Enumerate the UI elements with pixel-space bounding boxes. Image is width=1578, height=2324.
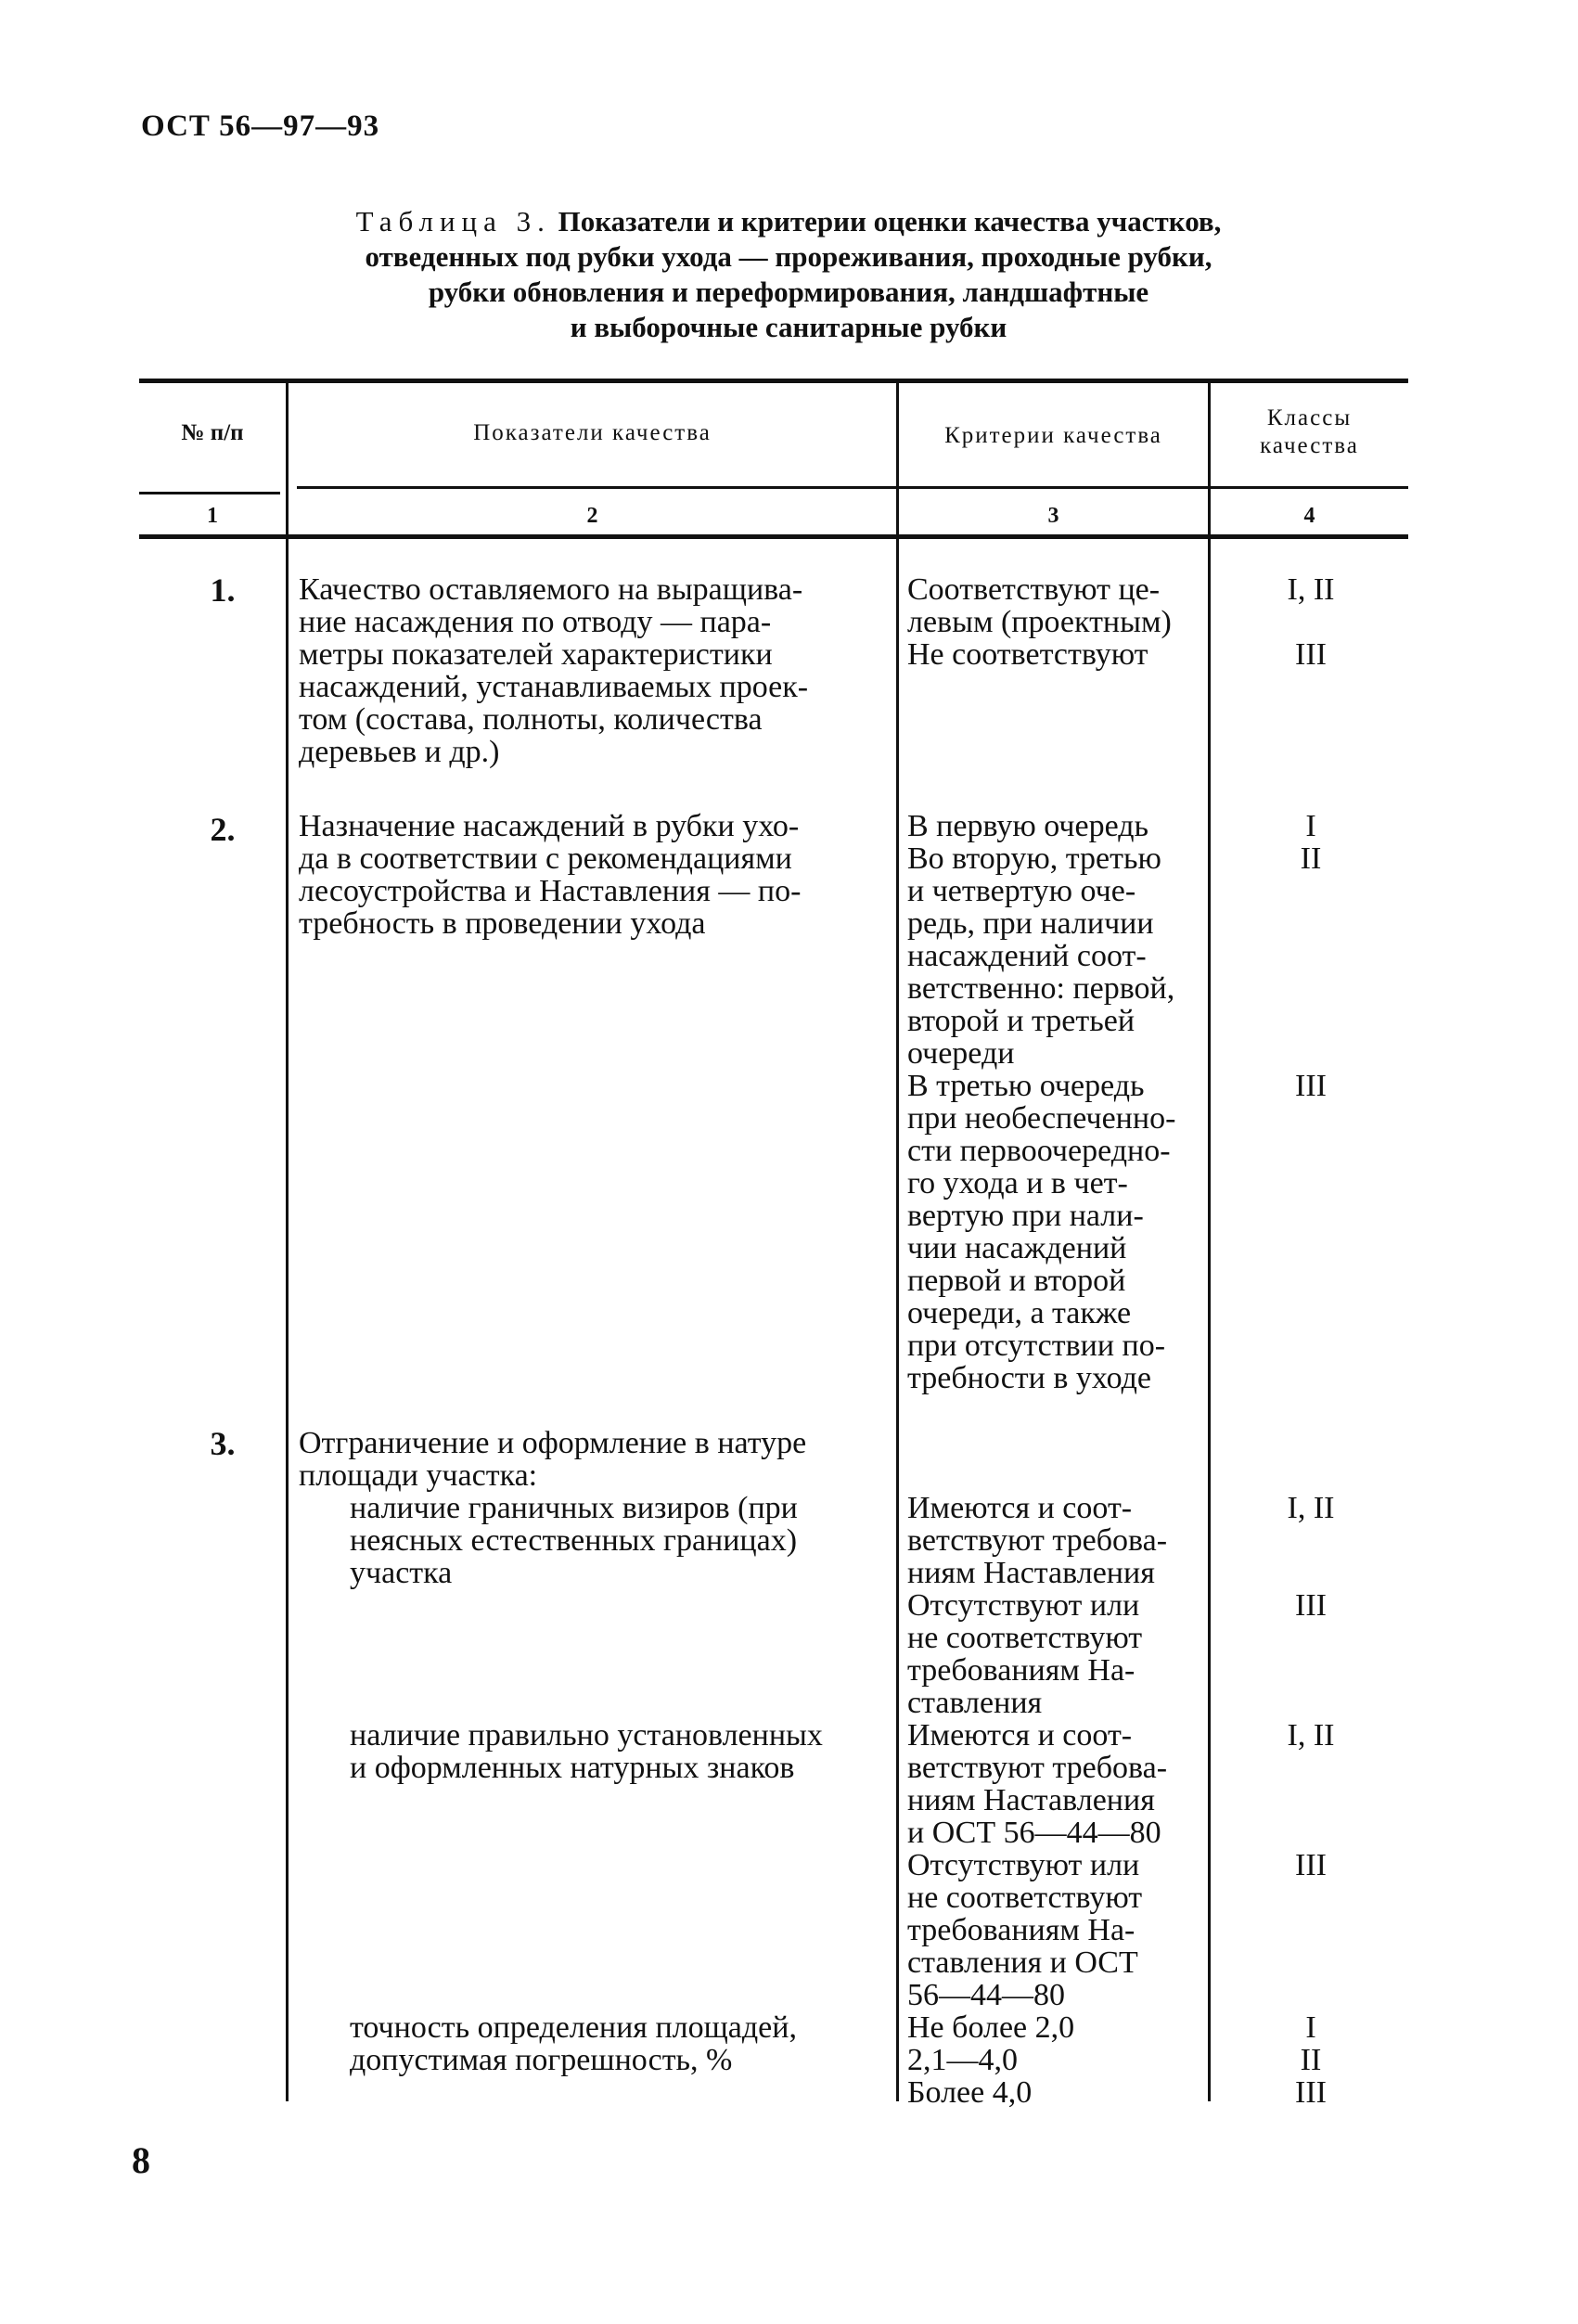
indicator-text bbox=[299, 573, 892, 768]
criteria-line: Более 4,0 bbox=[907, 2075, 1033, 2110]
criteria-text bbox=[907, 2011, 1200, 2109]
criteria-line: вертую при нали- bbox=[907, 1199, 1144, 1233]
criteria-line: В третью очередь bbox=[907, 1069, 1145, 1103]
indicator-text bbox=[299, 810, 892, 940]
table-caption-line: и выборочные санитарные рубки bbox=[570, 311, 1007, 343]
quality-class: I, II bbox=[1287, 1718, 1335, 1753]
header-rule-left bbox=[139, 492, 280, 494]
row-number: 2. bbox=[210, 811, 236, 848]
indicator-line: да в соответствии с рекомендациями bbox=[299, 841, 792, 876]
criteria-line: Не более 2,0 bbox=[907, 2010, 1075, 2045]
criteria-line: Отсутствуют или bbox=[907, 1848, 1140, 1882]
table-caption bbox=[139, 204, 1438, 345]
indicator-line: лесоустройства и Наставления — по- bbox=[299, 874, 802, 908]
quality-class: III bbox=[1295, 637, 1327, 672]
quality-class: I bbox=[1305, 2010, 1316, 2045]
criteria-line: требованиям На- bbox=[907, 1653, 1135, 1688]
header-classes-line: качества bbox=[1260, 433, 1359, 458]
table-caption-line: отведенных под рубки ухода — прореживания, проходные рубки, bbox=[365, 240, 1212, 273]
criteria-line: очереди bbox=[907, 1036, 1015, 1071]
column-number: 3 bbox=[1047, 504, 1059, 528]
criteria-line: ветствуют требова- bbox=[907, 1751, 1168, 1785]
criteria-line: ставления bbox=[907, 1686, 1043, 1720]
criteria-line: не соответствуют bbox=[907, 1621, 1143, 1655]
criteria-line: чии насаждений bbox=[907, 1231, 1127, 1265]
criteria-line: второй и третьей bbox=[907, 1004, 1135, 1038]
criteria-line: первой и второй bbox=[907, 1264, 1126, 1298]
header-criteria: Критерии качества bbox=[944, 423, 1162, 448]
row-number: 3. bbox=[210, 1425, 236, 1462]
indicator-line: Отграничение и оформление в натуре bbox=[299, 1426, 807, 1460]
indicator-line: площади участка: bbox=[299, 1458, 538, 1493]
column-number: 4 bbox=[1303, 504, 1315, 528]
indicator-line: ние насаждения по отводу — пара- bbox=[299, 605, 772, 639]
criteria-line: го ухода и в чет- bbox=[907, 1166, 1128, 1201]
quality-class: III bbox=[1295, 2075, 1327, 2110]
indicator-line: насаждений, устанавливаемых проек- bbox=[299, 670, 809, 704]
criteria-text bbox=[907, 1719, 1200, 2011]
indicator-line: Качество оставляемого на выращива- bbox=[299, 572, 803, 607]
table-caption-line: рубки обновления и переформирования, ландшафтные bbox=[428, 276, 1149, 308]
criteria-line: при необеспеченно- bbox=[907, 1101, 1176, 1136]
table-caption-lead: Таблица 3. bbox=[355, 205, 551, 238]
criteria-line: сти первоочередно- bbox=[907, 1134, 1171, 1168]
table-caption-line: Показатели и критерии оценки качества участков, bbox=[558, 205, 1222, 238]
column-divider-1 bbox=[286, 383, 289, 2101]
indicator-text bbox=[299, 1719, 892, 1784]
table-top-rule bbox=[139, 379, 1408, 383]
column-divider-3 bbox=[1208, 383, 1211, 2101]
header-classes bbox=[1211, 404, 1408, 460]
criteria-line: ветственно: первой, bbox=[907, 971, 1175, 1006]
criteria-line: Отсутствуют или bbox=[907, 1588, 1140, 1623]
indicator-line: допустимая погрешность, % bbox=[350, 2043, 733, 2077]
criteria-line: В первую очередь bbox=[907, 809, 1149, 843]
criteria-line: и ОСТ 56—44—80 bbox=[907, 1816, 1161, 1850]
criteria-line: Во вторую, третью bbox=[907, 841, 1161, 876]
indicator-line: том (состава, полноты, количества bbox=[299, 702, 763, 737]
criteria-line: ставления и ОСТ bbox=[907, 1945, 1138, 1980]
quality-class: I bbox=[1305, 809, 1316, 843]
criteria-line: Имеются и соот- bbox=[907, 1718, 1133, 1753]
indicator-line: деревьев и др.) bbox=[299, 735, 500, 769]
numbers-rule bbox=[139, 534, 1408, 539]
criteria-line: очереди, а также bbox=[907, 1296, 1132, 1330]
header-classes-line: Классы bbox=[1266, 405, 1353, 430]
indicator-text bbox=[299, 1427, 892, 1492]
criteria-line: левым (проектным) bbox=[907, 605, 1172, 639]
quality-class: I, II bbox=[1287, 572, 1335, 607]
document-code-header: ОСТ 56—97—93 bbox=[141, 109, 380, 143]
criteria-text bbox=[907, 810, 1200, 1394]
indicator-line: метры показателей характеристики bbox=[299, 637, 773, 672]
criteria-line: ниям Наставления bbox=[907, 1783, 1155, 1817]
criteria-line: насаждений соот- bbox=[907, 939, 1147, 973]
criteria-line: Имеются и соот- bbox=[907, 1491, 1133, 1525]
quality-class: II bbox=[1300, 841, 1322, 876]
column-number: 1 bbox=[207, 504, 218, 528]
criteria-line: 56—44—80 bbox=[907, 1978, 1065, 2012]
criteria-line: при отсутствии по- bbox=[907, 1329, 1166, 1363]
quality-class: III bbox=[1295, 1588, 1327, 1623]
indicator-text bbox=[299, 1492, 892, 1589]
indicator-text bbox=[299, 2011, 892, 2076]
criteria-line: и четвертую оче- bbox=[907, 874, 1136, 908]
criteria-line: ниям Наставления bbox=[907, 1556, 1155, 1590]
indicator-line: наличие правильно установленных bbox=[350, 1718, 823, 1753]
indicator-line: точность определения площадей, bbox=[350, 2010, 797, 2045]
header-rule bbox=[297, 486, 1408, 489]
page-number: 8 bbox=[132, 2139, 150, 2181]
quality-class: I, II bbox=[1287, 1491, 1335, 1525]
criteria-text bbox=[907, 1492, 1200, 1719]
criteria-line: 2,1—4,0 bbox=[907, 2043, 1018, 2077]
quality-class: II bbox=[1300, 2043, 1322, 2077]
row-number: 1. bbox=[210, 571, 236, 609]
header-indicators: Показатели качества bbox=[473, 420, 712, 445]
criteria-line: требности в уходе bbox=[907, 1361, 1152, 1395]
criteria-line: редь, при наличии bbox=[907, 906, 1154, 941]
indicator-line: и оформленных натурных знаков bbox=[350, 1751, 795, 1785]
column-divider-2 bbox=[896, 383, 899, 2101]
criteria-line: Не соответствуют bbox=[907, 637, 1148, 672]
quality-class: III bbox=[1295, 1848, 1327, 1882]
criteria-line: требованиям На- bbox=[907, 1913, 1135, 1947]
criteria-line: не соответствуют bbox=[907, 1881, 1143, 1915]
header-number: № п/п bbox=[181, 420, 244, 445]
indicator-line: Назначение насаждений в рубки ухо- bbox=[299, 809, 800, 843]
criteria-line: ветствуют требова- bbox=[907, 1523, 1168, 1558]
indicator-line: участка bbox=[350, 1556, 453, 1590]
criteria-text bbox=[907, 573, 1200, 671]
indicator-line: требность в проведении ухода bbox=[299, 906, 706, 941]
indicator-line: наличие граничных визиров (при bbox=[350, 1491, 798, 1525]
indicator-line: неясных естественных границах) bbox=[350, 1523, 798, 1558]
column-number: 2 bbox=[586, 504, 598, 528]
criteria-line: Соответствуют це- bbox=[907, 572, 1161, 607]
quality-class: III bbox=[1295, 1069, 1327, 1103]
